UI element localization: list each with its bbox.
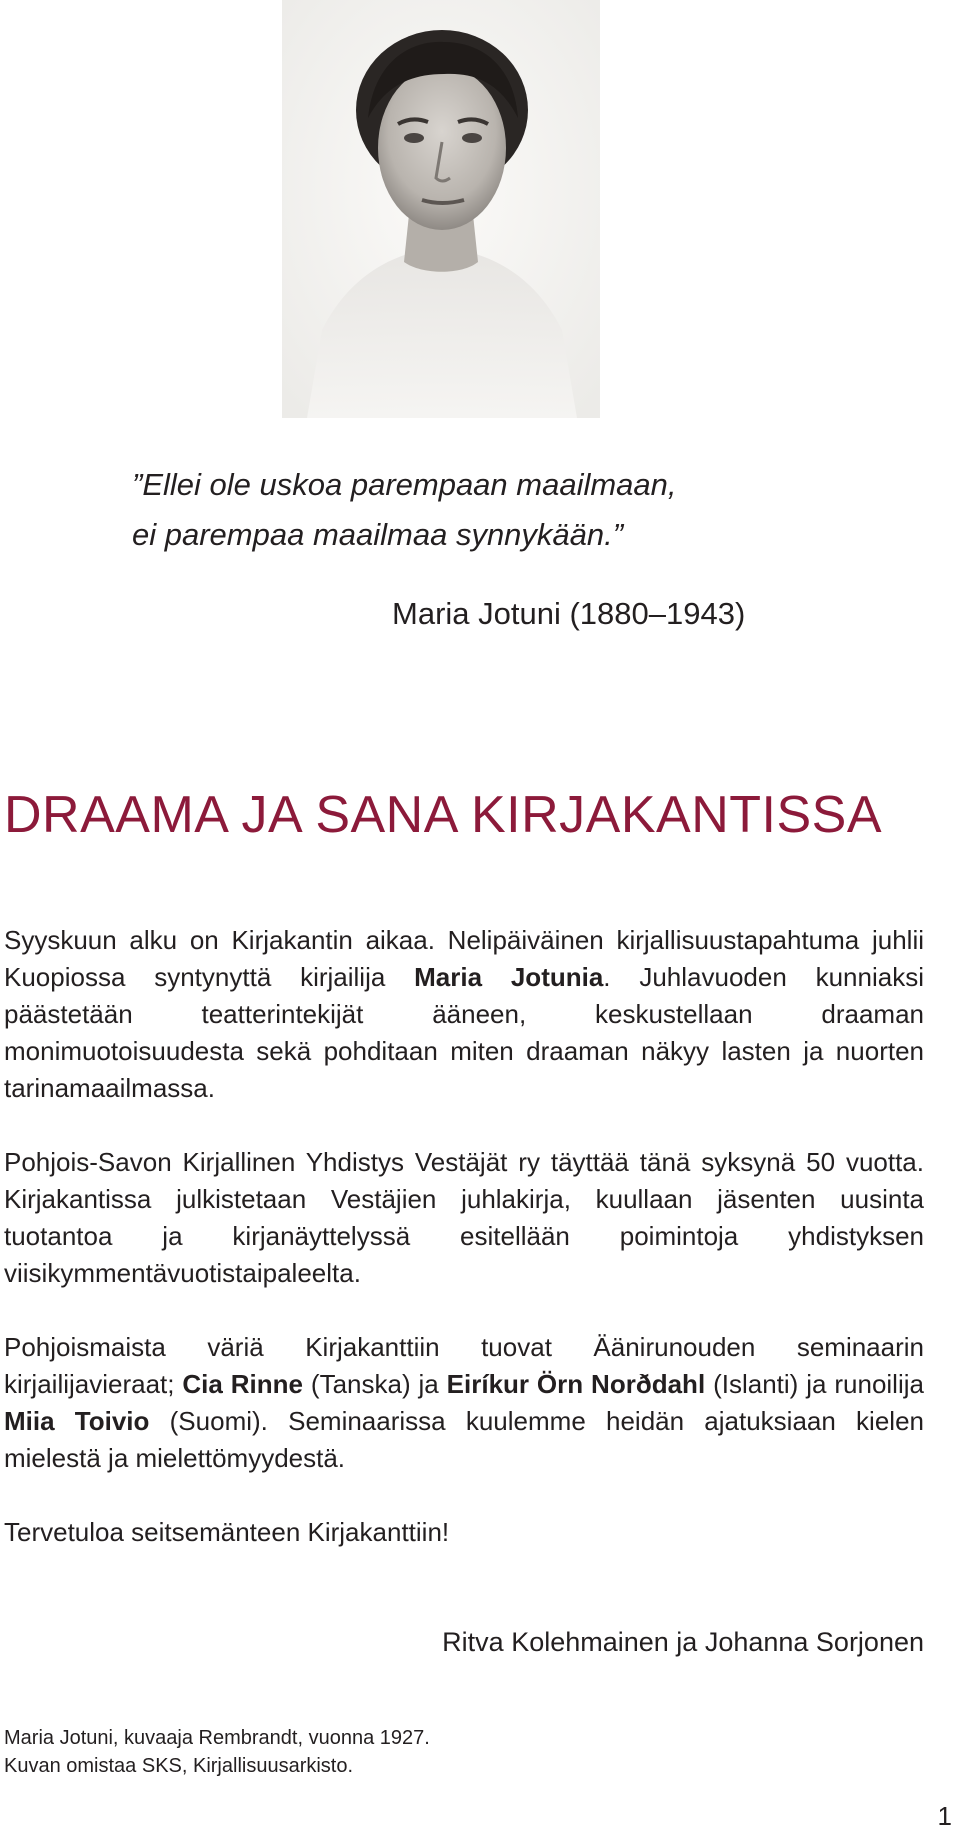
highlight-name-eirikur: Eiríkur Örn Norðdahl — [446, 1369, 706, 1399]
quote-line-2: ei parempaa maailmaa synnykään.” — [132, 517, 624, 552]
quote-author: Maria Jotuni (1880–1943) — [392, 596, 746, 631]
highlight-name-miia-toivio: Miia Toivio — [4, 1406, 150, 1436]
page-title: DRAAMA JA SANA KIRJAKANTISSA — [4, 786, 883, 844]
paragraph-3-text-1: Pohjoismaista väriä Kirjakanttiin tuovat Äänirunouden seminaarin kirjailijavieraat; — [4, 1332, 924, 1399]
paragraph-3-text-3: (Islanti) ja runoilija — [705, 1369, 924, 1399]
caption-line-2: Kuvan omistaa SKS, Kirjallisuusarkisto. — [4, 1755, 354, 1777]
paragraph-3 — [4, 1329, 924, 1477]
highlight-name-maria-jotunia: Maria Jotunia — [414, 962, 604, 992]
page-number: 1 — [937, 1801, 952, 1831]
paragraph-1-text-start: Syyskuun alku on Kirjakantin aikaa. Nelipäiväinen kirjallisuustapahtuma juhlii Kuopiossa syntynyttä kirjailija — [4, 925, 924, 992]
paragraph-1-text-end: . Juhlavuoden kunniaksi päästetään teatterintekijät ääneen, keskustellaan draaman monimuotoisuudesta sekä pohditaan miten draaman näkyy lasten ja nuorten tarinamaailmassa. — [4, 962, 924, 1103]
caption-line-1: Maria Jotuni, kuvaaja Rembrandt, vuonna 1927. — [4, 1727, 430, 1749]
quote-line-1: ”Ellei ole uskoa parempaan maailmaan, — [132, 467, 677, 502]
paragraph-3-text-2: (Tanska) ja — [303, 1369, 447, 1399]
signature: Ritva Kolehmainen ja Johanna Sorjonen — [442, 1627, 924, 1657]
portrait-photo — [282, 0, 600, 418]
paragraph-3-text-4: (Suomi). Seminaarissa kuulemme heidän ajatuksiaan kielen mielestä ja mielettömyydestä. — [4, 1406, 924, 1473]
article-body — [4, 922, 924, 1588]
paragraph-2: Pohjois-Savon Kirjallinen Yhdistys Vestäjät ry täyttää tänä syksynä 50 vuotta. Kirjakantissa julkistetaan Vestäjien juhlakirja, kuullaan jäsenten uusinta tuotantoa ja kirjanäyttelyssä esitellään poimintoja yhdistyksen viisikymmentävuotistaipaleelta. — [4, 1147, 924, 1288]
paragraph-4: Tervetuloa seitsemänteen Kirjakanttiin! — [4, 1517, 450, 1547]
photo-caption — [4, 1724, 430, 1780]
paragraph-1 — [4, 922, 924, 1107]
highlight-name-cia-rinne: Cia Rinne — [182, 1369, 303, 1399]
quote — [132, 460, 832, 560]
